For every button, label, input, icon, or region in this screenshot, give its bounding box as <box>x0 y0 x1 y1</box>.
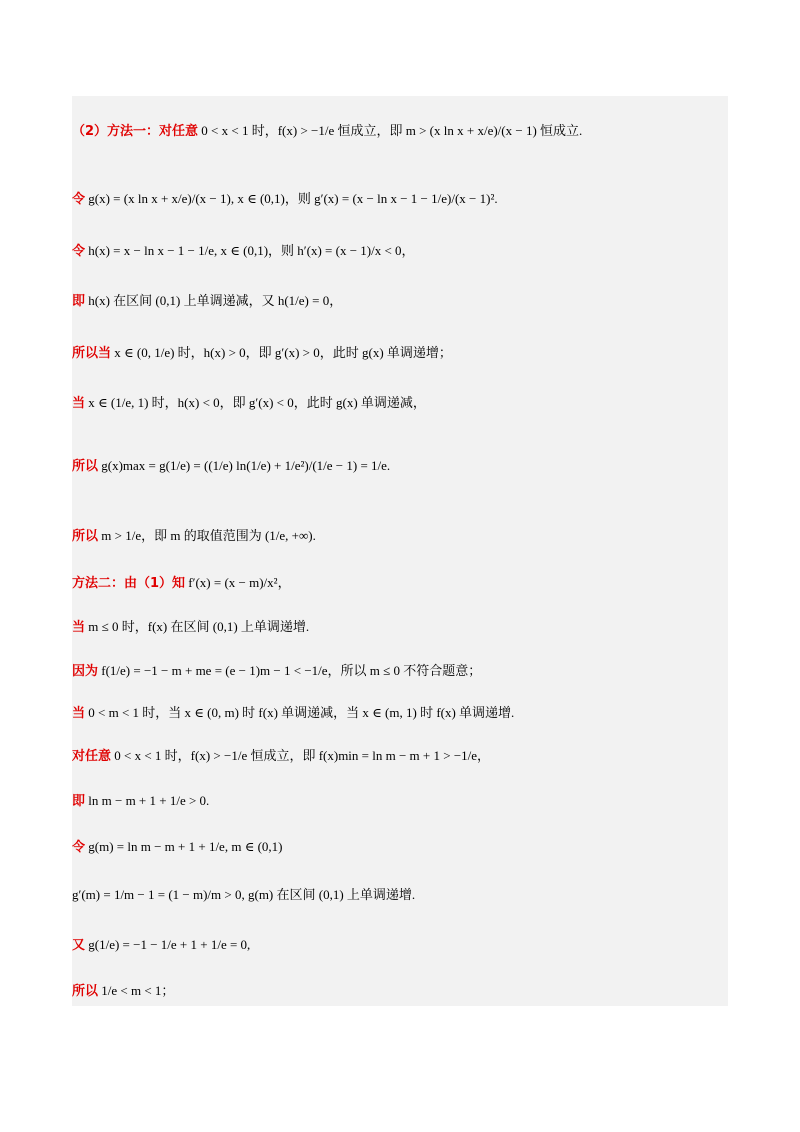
solution-line <box>72 572 291 591</box>
line-label: 因为 <box>72 664 99 679</box>
line-math: g(x)max = g(1/e) = ((1/e) ln(1/e) + 1/e²)/(1/e − 1) = 1/e. <box>101 458 391 473</box>
solution-line <box>72 455 390 474</box>
line-label: 当 <box>72 396 86 411</box>
line-label: 令 <box>72 244 86 259</box>
line-math: h(x) = x − ln x − 1 − 1/e, x ∈ (0,1)，则 h′(x) = (x − 1)/x < 0， <box>88 243 415 258</box>
line-math: x ∈ (0, 1/e) 时，h(x) > 0，即 g′(x) > 0，此时 g(x) 单调递增； <box>114 345 452 360</box>
solution-line <box>72 616 309 635</box>
line-math: g(m) = ln m − m + 1 + 1/e, m ∈ (0,1) <box>88 839 283 854</box>
line-math: 0 < x < 1 时，f(x) > −1/e 恒成立，即 m > (x ln x + x/e)/(x − 1) 恒成立. <box>201 123 583 138</box>
line-math: 0 < x < 1 时，f(x) > −1/e 恒成立，即 f(x)min = ln m − m + 1 > −1/e， <box>114 748 491 763</box>
line-label: 即 <box>72 794 86 809</box>
line-label: 所以 <box>72 459 99 474</box>
line-math: x ∈ (1/e, 1) 时，h(x) < 0，即 g′(x) < 0，此时 g(x) 单调递减， <box>88 395 426 410</box>
line-math: ln m − m + 1 + 1/e > 0. <box>88 793 210 808</box>
solution-line <box>72 980 174 999</box>
line-label: 令 <box>72 840 86 855</box>
line-math: g′(m) = 1/m − 1 = (1 − m)/m > 0, g(m) 在区间 (0,1) 上单调递增. <box>72 887 416 902</box>
line-label: 对任意 <box>72 749 112 764</box>
solution-line <box>72 884 415 903</box>
line-math: 1/e < m < 1； <box>101 983 175 998</box>
line-label: 即 <box>72 294 86 309</box>
line-label: 方法二：由（1）知 <box>72 576 186 591</box>
line-math: f′(x) = (x − m)/x²， <box>188 575 291 590</box>
line-label: 所以 <box>72 984 99 999</box>
solution-line <box>72 392 426 411</box>
line-math: m > 1/e，即 m 的取值范围为 (1/e, +∞). <box>101 528 316 543</box>
solution-line <box>72 660 481 679</box>
line-label: 令 <box>72 192 86 207</box>
line-label: 所以当 <box>72 346 112 361</box>
solution-panel <box>72 96 728 1006</box>
solution-line <box>72 188 498 207</box>
line-math: f(1/e) = −1 − m + me = (e − 1)m − 1 < −1/e，所以 m ≤ 0 不符合题意； <box>101 663 482 678</box>
solution-line <box>72 120 582 139</box>
solution-line <box>72 745 490 764</box>
solution-line <box>72 836 282 855</box>
solution-line <box>72 934 250 953</box>
line-label: 又 <box>72 938 86 953</box>
solution-line <box>72 290 342 309</box>
line-math: h(x) 在区间 (0,1) 上单调递减，又 h(1/e) = 0， <box>88 293 343 308</box>
solution-line <box>72 342 452 361</box>
line-label: 当 <box>72 620 86 635</box>
line-math: g(1/e) = −1 − 1/e + 1 + 1/e = 0, <box>88 937 251 952</box>
line-math: m ≤ 0 时，f(x) 在区间 (0,1) 上单调递增. <box>88 619 310 634</box>
line-label: 当 <box>72 706 86 721</box>
solution-line <box>72 240 415 259</box>
solution-line <box>72 702 514 721</box>
line-math: g(x) = (x ln x + x/e)/(x − 1), x ∈ (0,1)，则 g′(x) = (x − ln x − 1 − 1/e)/(x − 1)². <box>88 191 498 206</box>
line-label: 所以 <box>72 529 99 544</box>
solution-line <box>72 525 316 544</box>
line-math: 0 < m < 1 时，当 x ∈ (0, m) 时 f(x) 单调递减，当 x ∈ (m, 1) 时 f(x) 单调递增. <box>88 705 515 720</box>
solution-line <box>72 790 209 809</box>
line-label: （2）方法一：对任意 <box>72 124 199 139</box>
